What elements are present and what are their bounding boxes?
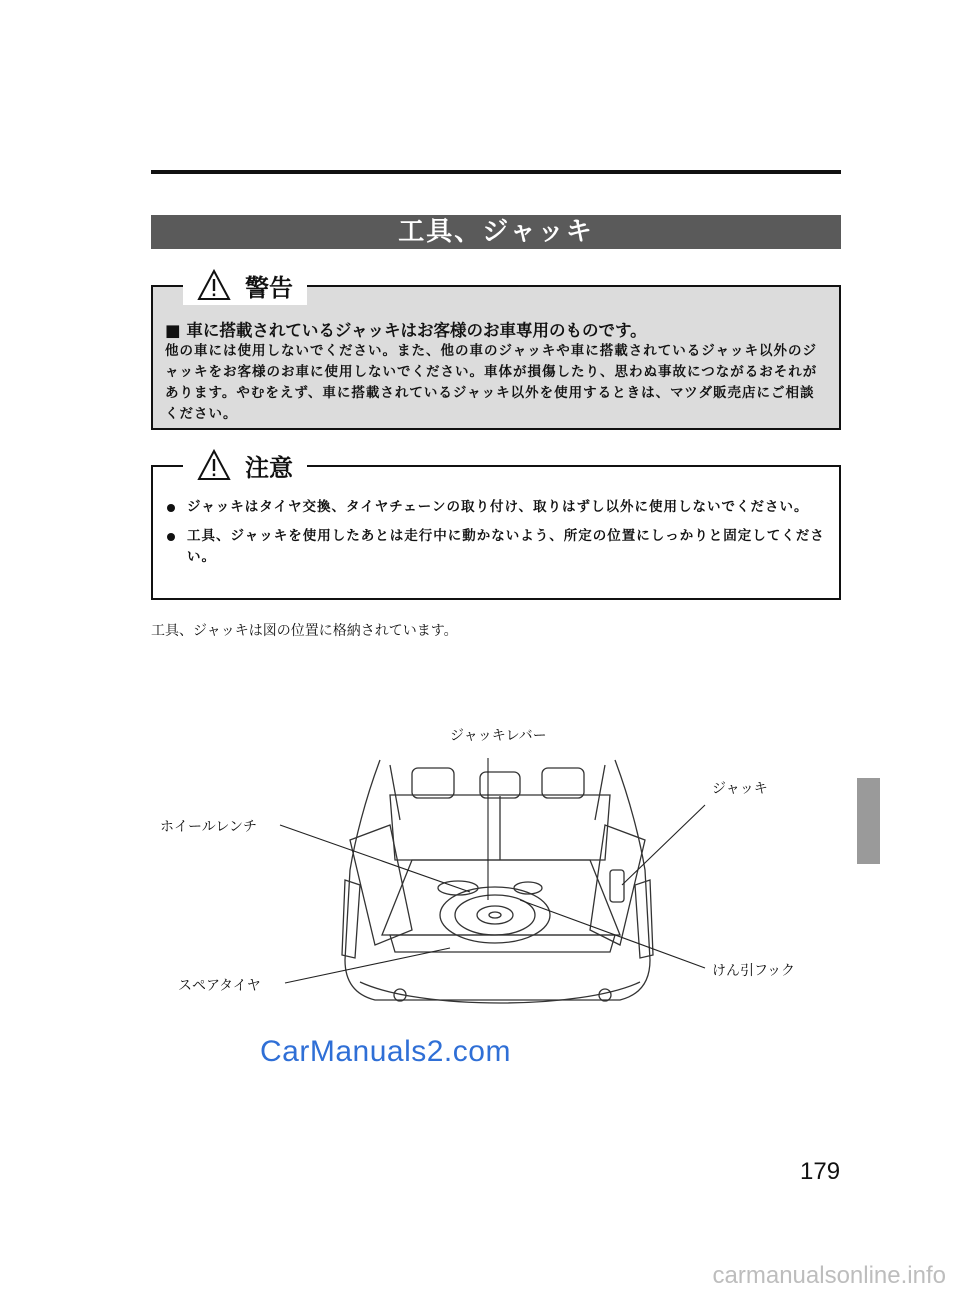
footer-site-link[interactable]: carmanualsonline.info <box>712 1262 946 1289</box>
watermark-logo: CarManuals2.com <box>260 1035 511 1068</box>
caution-header <box>183 445 307 485</box>
caution-item <box>165 526 829 568</box>
callout-spare-tire: スペアタイヤ <box>178 978 261 994</box>
bullet-icon <box>167 533 175 541</box>
intro-text: 工具、ジャッキは図の位置に格納されています。 <box>151 623 458 639</box>
section-title: 工具、ジャッキ <box>151 215 841 249</box>
top-rule <box>151 170 841 174</box>
callout-tow-hook: けん引フック <box>712 963 796 979</box>
warning-label: 警告 <box>245 273 293 302</box>
page-number: 179 <box>800 1158 841 1185</box>
warning-heading: ■ 車に搭載されているジャッキはお客様のお車専用のものです。 <box>165 321 647 340</box>
callout-jack-lever: ジャッキレバー <box>450 728 547 744</box>
bullet-icon <box>167 504 175 512</box>
caution-triangle-icon <box>197 449 231 481</box>
caution-label: 注意 <box>245 453 293 482</box>
warning-box <box>151 273 841 430</box>
callout-wheel-wrench: ホイールレンチ <box>160 819 258 835</box>
chapter-tab <box>857 778 880 864</box>
caution-item-text: 工具、ジャッキを使用したあとは走行中に動かないよう、所定の位置にしっかりと固定してください。 <box>187 528 825 565</box>
warning-triangle-icon <box>197 269 231 301</box>
cargo-area-figure <box>150 720 850 1040</box>
caution-box <box>151 453 841 600</box>
caution-item <box>165 497 829 518</box>
warning-body: 他の車には使用しないでください。また、他の車のジャッキや車に搭載されているジャッキ以外のジャッキをお客様のお車に使用しないでください。車体が損傷したり、思わぬ事故につながるおそれがあります。やむをえず、車に搭載されているジャッキ以外を使用するときは、マツダ販売店にご相談ください。 <box>165 343 818 422</box>
callout-jack: ジャッキ <box>712 781 768 797</box>
warning-header <box>183 265 307 305</box>
caution-item-text: ジャッキはタイヤ交換、タイヤチェーンの取り付け、取りはずし以外に使用しないでください。 <box>187 499 809 515</box>
caution-list <box>165 497 829 576</box>
